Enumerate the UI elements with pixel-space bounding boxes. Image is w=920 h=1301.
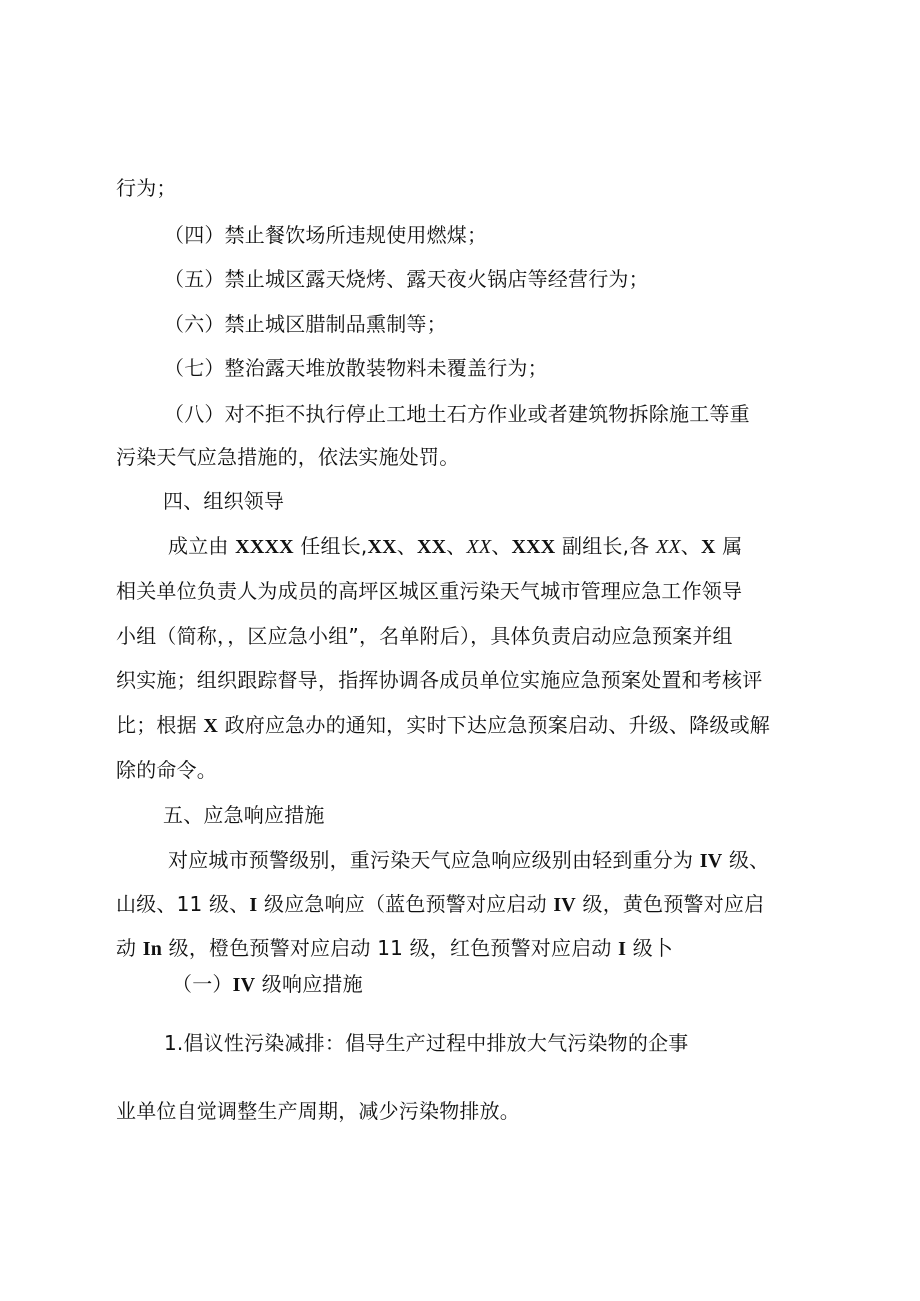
text-run: 成立由 [168,534,236,558]
text-run: 政府应急办的通知，实时下达应急预案启动、升级、降级或解 [218,713,770,737]
text-run: （一） [172,972,233,996]
text-run: 级，橙色预警对应启动 11 级，红色预警对应启动 [162,936,619,960]
text-run: I [249,894,258,916]
paragraph-line [116,934,673,963]
text-run: 、 [446,534,467,558]
text-run: 、 [491,534,512,558]
text-run: I [618,938,627,960]
paragraph-line [116,711,770,740]
text-run: 山级、11 级、 [116,892,250,916]
text-run: 动 [116,936,143,960]
list-item-8: （八）对不拒不执行停止工地土石方作业或者建筑物拆除施工等重 [164,402,750,426]
text-run: 副组长,各 [555,534,656,558]
list-item-6: （六）禁止城区腊制品熏制等； [164,312,447,336]
paragraph-line: 织实施；组织跟踪督导，指挥协调各成员单位实施应急预案处置和考核评 [116,668,763,692]
text-run: 任组长, [293,534,368,558]
text-run: 、 [680,534,701,558]
list-item-5: （五）禁止城区露天烧烤、露天夜火锅店等经营行为； [164,267,649,291]
list-item-1: 1.倡议性污染减排：倡导生产过程中排放大气污染物的企事 [164,1031,689,1055]
text-run: IV [553,894,576,916]
section-heading-5: 五、应急响应措施 [163,803,325,827]
text-run: IV [699,850,723,872]
text-run: X [203,715,219,737]
text-run: In [142,938,163,960]
paragraph-line [168,846,769,875]
text-run: 、 [396,534,417,558]
list-item-4: （四）禁止餐饮场所违规使用燃煤； [164,223,488,247]
paragraph-line: 业单位自觉调整生产周期，减少污染物排放。 [116,1099,520,1123]
paragraph-line: 除的命令。 [116,758,217,782]
text-run: XX [367,536,397,558]
text-run: IV [232,974,256,996]
text-line: 行为； [116,176,177,200]
section-heading-4: 四、组织领导 [163,489,285,513]
paragraph-line: 相关单位负责人为成员的高坪区城区重污染天气城市管理应急工作领导 [116,579,743,603]
text-run: 比；根据 [116,713,204,737]
paragraph-line [168,532,742,561]
subsection-heading [172,970,363,999]
paragraph-line [116,890,764,919]
text-run: X [700,536,716,558]
text-run: 级卜 [626,936,674,960]
text-run: 级、 [722,848,770,872]
text-run: 属 [715,534,743,558]
text-run: XXXX [235,536,294,558]
text-run: 对应城市预警级别，重污染天气应急响应级别由轻到重分为 [168,848,700,872]
text-run: 级应急响应（蓝色预警对应启动 [257,892,554,916]
text-run: XX [655,536,681,558]
text-run: 级响应措施 [255,972,363,996]
text-line: 污染天气应急措施的，依法实施处罚。 [116,445,460,469]
text-run: XX [466,536,492,558]
text-run: XXX [511,536,556,558]
text-run: 级，黄色预警对应启 [575,892,765,916]
paragraph-line: 小组（简称，，区应急小组”，名单附后），具体负责启动应急预案并组 [116,624,733,648]
list-item-7: （七）整治露天堆放散装物料未覆盖行为； [164,356,548,380]
text-run: XX [416,536,447,558]
